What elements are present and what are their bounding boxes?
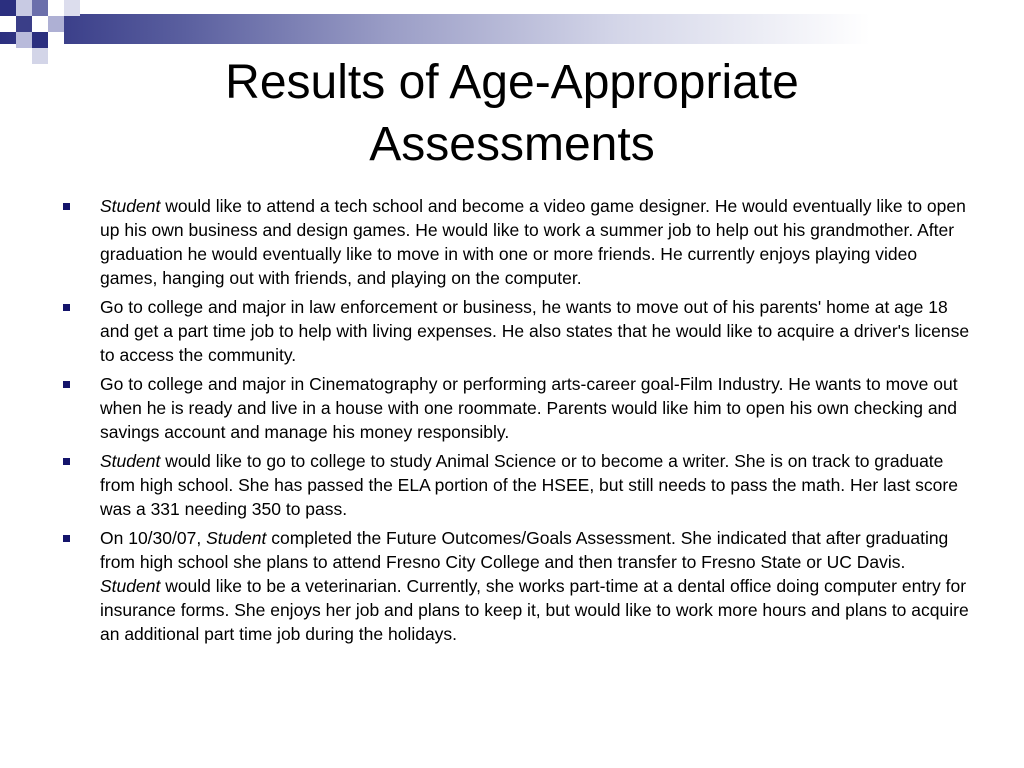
bullet-square-icon (63, 535, 70, 542)
slide-title-line-2: Assessments (369, 118, 655, 171)
header-gradient-band (0, 14, 1024, 44)
slide-title-line-1: Results of Age-Appropriate (225, 56, 799, 109)
bullet-text-segment: Go to college and major in law enforcement or business, he wants to move out of his parents' home at age 18 and get a part time job to help with living expenses. He also states that he would like to acquire a driver's license to access the community. (100, 297, 970, 365)
bullet-text-segment: would like to attend a tech school and become a video game designer. He would eventually like to open up his own business and design games. He would like to work a summer job to help out his grandmother. After graduation he would eventually like to move in with one or more friends. He currently enjoys playing video games, hanging out with friends, and playing on the computer. (100, 196, 966, 288)
student-name-placeholder: Student (100, 576, 161, 596)
bullet-text-segment: would like to go to college to study Animal Science or to become a writer. She is on track to graduate from high school. She has passed the ELA portion of the HSEE, but still needs to pass the math. Her last score was a 331 needing 350 to pass. (100, 451, 958, 519)
bullet-text-segment: completed the Future Outcomes/Goals Assessment. She indicated that after graduating from high school she plans to attend Fresno City College and then transfer to Fresno State or UC Davis. (100, 528, 949, 572)
bullet-square-icon (63, 381, 70, 388)
decorative-square (0, 16, 16, 32)
student-name-placeholder: Student (206, 528, 267, 548)
decorative-square (16, 16, 32, 32)
decorative-square (16, 32, 32, 48)
bullet-item (60, 295, 970, 367)
student-name-placeholder: Student (100, 196, 161, 216)
student-name-placeholder: Student (100, 451, 161, 471)
slide-title (0, 52, 1024, 176)
bullet-text-segment: Go to college and major in Cinematography or performing arts-career goal-Film Industry. He wants to move out when he is ready and live in a house with one roommate. Parents would like him to open his own checking and savings account and manage his money responsibly. (100, 374, 958, 442)
bullet-text (100, 297, 969, 365)
bullet-square-icon (63, 458, 70, 465)
bullet-square-icon (63, 203, 70, 210)
decorative-square (0, 0, 16, 16)
decorative-square (48, 32, 64, 48)
bullet-item (60, 194, 970, 290)
decorative-square (32, 32, 48, 48)
bullet-item (60, 449, 970, 521)
bullet-text-segment: would like to be a veterinarian. Currently, she works part-time at a dental office doing computer entry for insurance forms. She enjoys her job and plans to keep it, but would like to work more hours and plans to acquire an additional part time job during the holidays. (100, 576, 969, 644)
bullet-item (60, 526, 970, 646)
decorative-square (48, 16, 64, 32)
decorative-square (32, 0, 48, 16)
decorative-square (64, 0, 80, 16)
bullet-text (100, 374, 958, 442)
bullet-text (100, 196, 966, 288)
bullet-text-segment: On 10/30/07, (100, 528, 207, 548)
bullet-list (60, 194, 970, 651)
bullet-square-icon (63, 304, 70, 311)
decorative-square (16, 0, 32, 16)
decorative-square (32, 16, 48, 32)
decorative-square (48, 0, 64, 16)
bullet-text (100, 451, 958, 519)
bullet-text (100, 528, 969, 644)
bullet-item (60, 372, 970, 444)
